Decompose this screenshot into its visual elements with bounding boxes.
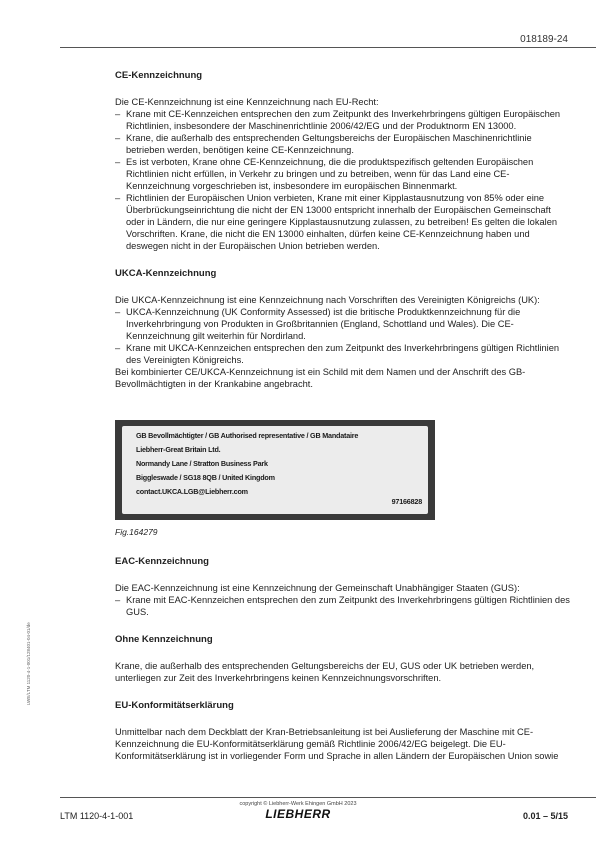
sign-line-company: Liebherr-Great Britain Ltd.: [136, 445, 221, 454]
ce-intro: Die CE-Kennzeichnung ist eine Kennzeichnung nach EU-Recht:: [115, 97, 379, 107]
ukca-list: [115, 306, 570, 366]
document-number: 018189-24: [520, 34, 568, 45]
header-rule: [60, 47, 596, 48]
sign-part-number: 97166828: [391, 497, 422, 506]
eu-declaration-heading: EU-Konformitätserklärung: [115, 700, 234, 711]
ukca-intro: Die UKCA-Kennzeichnung ist eine Kennzeichnung nach Vorschriften des Vereinigten Königreichs (UK):: [115, 295, 540, 305]
ce-heading: CE-Kennzeichnung: [115, 70, 203, 81]
list-item: – Richtlinien der Europäischen Union verbieten, Krane mit einer Kipplastausnutzung von 85% oder eine Überbrückungseinrichtung die nicht der EN 13000 entspricht innerhalb der Europäischen Gemeinschaft oder in Ländern, die nur eine geringere Kipplastausnutzung zulassen, zu betreiben! Es gelten die lokalen Vorschriften. Krane, die nicht die EN 13000 einhalten, dürfen keine CE-Kennzeichnung haben und deswegen nicht in der Europäischen Union betrieben werden.: [115, 192, 570, 252]
ukca-heading: UKCA-Kennzeichnung: [115, 268, 217, 279]
list-item: – Krane mit UKCA-Kennzeichen entsprechen den zum Zeitpunkt des Inverkehrbringens gültigen Richtlinien des Vereinigten Königreichs.: [115, 342, 570, 366]
eac-heading: EAC-Kennzeichnung: [115, 556, 209, 567]
footer-rule: [60, 797, 596, 798]
sign-line-city: Biggleswade / SG18 8QB / United Kingdom: [136, 473, 275, 482]
no-marking-heading: Ohne Kennzeichnung: [115, 634, 213, 645]
ukca-outro: Bei kombinierter CE/UKCA-Kennzeichnung ist ein Schild mit dem Namen und der Anschrift des GB-Bevollmächtigten in der Krankabine angebracht.: [115, 367, 526, 389]
sign-plate: [122, 426, 428, 514]
sign-line-title: GB Bevollmächtigter / GB Authorised representative / GB Mandataire: [136, 431, 359, 440]
eac-list: [115, 594, 570, 618]
sign-line-street: Normandy Lane / Stratton Business Park: [136, 459, 268, 468]
page-content: [115, 70, 570, 762]
ce-list: [115, 108, 570, 252]
eac-intro: Die EAC-Kennzeichnung ist eine Kennzeichnung der Gemeinschaft Unabhängiger Staaten (GUS):: [115, 583, 520, 593]
list-item: – Es ist verboten, Krane ohne CE-Kennzeichnung, die die produktspezifisch geltenden Europäischen Richtlinien nicht erfüllen, in Verkehr zu bringen und zu betreiben, wenn für das Land eine CE-Kennzeichnung vorgeschrieben ist, insbesondere im europäischen Binnenmarkt.: [115, 156, 570, 192]
eu-declaration-text: Unmittelbar nach dem Deckblatt der Kran-Betriebsanleitung ist bei Auslieferung der Maschine mit CE-Kennzeichnung die EU-Konformitätserklärung gemäß Richtlinie 2006/42/EG beigelegt. Die EU-Konformitätserklärung ist in vorliegender Form und Sprache in allen Ländern der Europäischen Union sowie: [115, 727, 559, 761]
footer-copyright: copyright © Liebherr-Werk Ehingen GmbH 2023: [239, 801, 357, 807]
no-marking-text: Krane, die außerhalb des entsprechenden Geltungsbereichs der EU, GUS oder UK betrieben werden, unterliegen zur Zeit des Inverkehrbringens keinen Kennzeichnungsvorschriften.: [115, 661, 535, 683]
sign-line-email: contact.UKCA.LGB@Liebherr.com: [136, 487, 248, 496]
side-reference-text: LWE/LTM 1120-4-1-001/128401-04-01/de: [26, 622, 31, 705]
liebherr-logo: LIEBHERR: [265, 807, 331, 821]
gb-representative-sign: [115, 420, 435, 520]
footer-document-id: LTM 1120-4-1-001: [60, 811, 134, 821]
list-item: – Krane, die außerhalb des entsprechenden Geltungsbereichs der Europäischen Maschinenrichtlinie betrieben werden, benötigen keine CE-Kennzeichnung.: [115, 132, 570, 156]
figure-caption: Fig.164279: [115, 527, 158, 537]
list-item: – Krane mit CE-Kennzeichen entsprechen den zum Zeitpunkt des Inverkehrbringens gültigen Europäischen Richtlinien, insbesondere der Maschinenrichtlinie 2006/42/EG und der Produktnorm EN 13000.: [115, 108, 570, 132]
footer-page-number: 0.01 – 5/15: [522, 811, 568, 821]
list-item: – UKCA-Kennzeichnung (UK Conformity Assessed) ist die britische Produktkennzeichnung für die Inverkehrbringung von Produkten in Großbritannien (England, Schottland und Wales). Die CE-Kennzeichnung gilt weiterhin für Nordirland.: [115, 306, 570, 342]
list-item: – Krane mit EAC-Kennzeichen entsprechen den zum Zeitpunkt des Inverkehrbringens gültigen Richtlinien des GUS.: [115, 594, 570, 618]
